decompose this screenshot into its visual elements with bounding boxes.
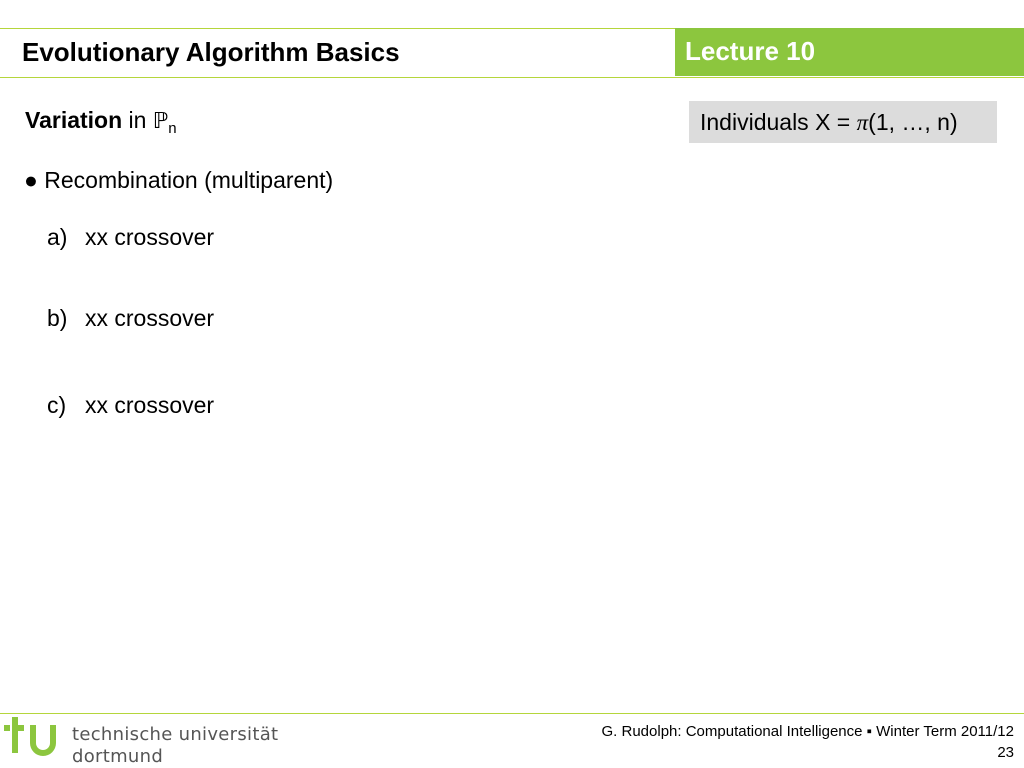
university-line-2: dortmund	[72, 746, 164, 767]
lecture-label: Lecture 10	[685, 36, 816, 66]
variation-heading	[25, 107, 177, 137]
individuals-text	[700, 109, 958, 136]
list-item	[47, 392, 214, 419]
university-name	[72, 724, 278, 768]
university-line-1: technische universität	[72, 724, 279, 745]
individuals-suffix: (1, …, n)	[868, 109, 958, 135]
individuals-prefix: Individuals X =	[700, 109, 857, 135]
list-item	[47, 305, 214, 332]
individuals-box	[689, 101, 997, 143]
slide-title: Evolutionary Algorithm Basics	[22, 37, 400, 67]
footer-divider	[0, 713, 1024, 714]
page-number: 23	[997, 744, 1014, 761]
list-item-letter: c)	[47, 392, 67, 418]
variation-symbol: ℙ	[152, 109, 169, 134]
list-item-text: xx crossover	[85, 392, 215, 418]
list-item-text: xx crossover	[85, 305, 215, 331]
tu-logo-icon	[4, 717, 68, 765]
variation-subscript: n	[168, 120, 177, 137]
bullet-recombination: ● Recombination (multiparent)	[24, 167, 334, 193]
variation-bold: Variation	[25, 107, 123, 133]
lecture-badge	[675, 28, 1024, 76]
footer-credit	[602, 721, 1015, 763]
list-item-text: xx crossover	[85, 224, 215, 250]
credit-text: G. Rudolph: Computational Intelligence ▪ Winter Term 2011/12	[601, 723, 1014, 740]
list-item-letter: b)	[47, 305, 68, 331]
variation-in: in	[128, 107, 147, 133]
pi-symbol: π	[856, 110, 869, 135]
list-item-letter: a)	[47, 224, 68, 250]
list-item	[47, 224, 214, 251]
